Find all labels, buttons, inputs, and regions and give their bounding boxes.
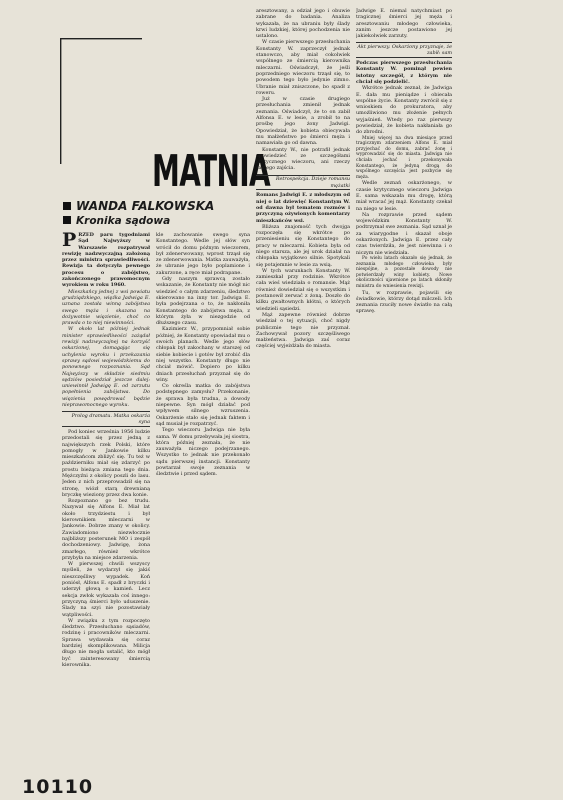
- body-paragraph: Tu, w rozprawie, pojawili się świadkowie, którzy dotąd milczeli. Ich zeznania rzuciły nowe światło na całą sprawę.: [356, 289, 452, 315]
- body-paragraph: Na rozprawie przed sądem wojewódzkim Konstanty W. podtrzymał swe zeznania. Sąd uznał je za wiarygodne i skazał oboje oskarżonych. Jadwiga E. przez cały czas twierdziła, że jest niewinna i o niczym nie wiedziała.: [356, 211, 452, 256]
- intro-paragraph: Mieszkańcy jednej z wsi powiatu grudziądzkiego, więźka Jadwiga E. uznana została winną zabójstwa swego męża i skazana na dożywotnie więzienie, choć co prawda o to niej niewinności.: [62, 288, 150, 327]
- subheading-prolog: Prolog dramatu. Matka oskarża syna: [62, 411, 150, 427]
- page-number: 10110: [22, 776, 94, 798]
- column-1: [62, 232, 150, 762]
- intro-paragraph-2: W około lat później jednak minister sprawiedliwości zażądał rewizji nadzwyczajnej na korzyść oskarżonej, domagając się uchylenia wyroku i przekazania sprawy sądowi wojewódzkiemu do ponownego rozpoznania. Sąd Najwyższy w składzie siedmiu sędziów posiedział jeszcze dalej: uniewinnił Jadwigę E. od zarzutu popełnienia zabójstwa. Do więzienia powędrować będzie nieprawomocnego wyroku.: [62, 326, 150, 409]
- body-paragraph: W czasie pierwszego przesłuchania Konstanty W. zaprzeczył jednak stanowczo, aby miał cokolwiek wspólnego ze śmiercią kierownika mleczarni. Oświadczył, że jeśli poprzedniego wieczoru trząsł się, to powodem tego było jedynie zimno. Ubranie miał zniszczone, bo spadł z roweru.: [256, 39, 350, 96]
- bold-paragraph: Podczas pierwszego przesłuchania Konstanty W. pominął pewien istotny szczegół, z którym nie chciał się podzielić.: [356, 60, 452, 85]
- section-name: Kronika sądowa: [76, 215, 171, 227]
- body-paragraph: kle zachowanie swego syna Konstantego. Wedle jej słów syn wrócił do domu późnym wieczorem, był zdenerwowany, wprost trząsł się ze zdenerwowania. Matka zauważyła, że ubranie jego było poplamione i zakurzone, a ręce miał podrapane.: [156, 232, 250, 276]
- section-label: [63, 215, 170, 227]
- body-paragraph: W pierwszej chwili wszyscy myśleli, że wydarzył się jakiś nieszczęśliwy wypadek. Koń poniósł, Alfons E. spadł z bryczki i uderzył głową o kamień. Lecz sekcja zwłok wykazała coś innego: przyczyną śmierci było uduszenie. Ślady na szyi nie pozostawiały wątpliwości.: [62, 561, 150, 618]
- subheading-akt-pierwszy: Akt pierwszy. Oskarżony przyznaje, że zabił: sam: [357, 43, 452, 57]
- body-paragraph: Co określa matka do zabójstwa podstępnego zamysłu? Przekonanie, że sprawa była trudna, a dowody niepewne. Syn mógł działać pod wpływem silnego wzruszenia. Oskarżenie stało się jednak faktem i sąd musiał je rozpatrzyć.: [156, 383, 250, 427]
- small-paragraph: Mniej więcej na dwa miesiące przed tragicznym zdarzeniem Alfons E. miał przyjechać do domu, zabrać żonę i wyprowadzić się do miasta. Jadwiga nie chciała jechać i przekonywała Konstantego, że jedyną drogą do wspólnego szczęścia jest pozbycie się męża.: [356, 135, 452, 180]
- body-paragraph: Wkrótce jednak zeznał, że Jadwiga E. dała mu pieniądze i obiecała wspólne życie. Konstanty zwrócił się z wnioskiem do prokuratora, aby umożliwiono mu złożenie pełnych wyjaśnień. Wtedy po raz pierwszy powiedział, że kobieta nakłaniała go do zbrodni.: [356, 85, 452, 136]
- lead-text: RZED paru tygodniami Sąd Najwyższy w Warszawie rozpatrywał rewizję nadzwyczajną założoną przez ministra sprawiedliwości. Rewizja ta dotyczyła pewnego procesu o zabójstwo, zakończonego prawomocnym wyrokiem w roku 1960.: [62, 232, 150, 289]
- author-byline: [63, 199, 214, 213]
- square-bullet-icon: [63, 202, 71, 210]
- page-title-text: MATNIA: [152, 150, 271, 190]
- small-paragraph: Po wielu latach okazało się jednak, że zeznania młodego człowieka były niespójne, a pozostałe dowody nie potwierdzały winy kobiety. Nowe okoliczności ujawnione po latach skłoniły ministra do wniesienia rewizji.: [356, 255, 452, 289]
- body-paragraph: Konstanty W., nie potrafił jednak opowiedzieć ze szczegółami krytycznego wieczoru, ani rzeczy samego zajścia.: [256, 146, 350, 172]
- column-4: [356, 8, 452, 773]
- author-name: WANDA FALKOWSKA: [76, 199, 215, 213]
- body-paragraph: W związku z tym rozpoczęto śledztwo. Przesłuchano sąsiadów, rodzinę i pracowników mleczarni. Sprawa wydawała się coraz bardziej skomplikowana. Milicja długo nie mogła ustalić, kto mógł być zainteresowany śmiercią kierownika.: [62, 617, 150, 668]
- lead-paragraph: [62, 232, 150, 289]
- body-paragraph: Kazimierz W., przypomniał sobie później, że Konstanty opowiadał mu o swoich planach. Wedle jego słów chłopak był zakochany w starszej od siebie kobiecie i gotów był zrobić dla niej wszystko. Konstanty długo nie chciał mówić. Dopiero po kilku dniach przesłuchań przyznał się do winy.: [156, 326, 250, 383]
- page-title: [152, 150, 272, 190]
- bold-paragraph: Romans Jadwigi E. z młodszym od niej o lat dziewięć Konstantym W. od dawna był tematem rozmów i przyczyną ożywionych komentarzy mieszkańców wsi.: [256, 192, 350, 224]
- drop-cap: P: [62, 232, 77, 251]
- body-paragraph: Wedle zeznań oskarżonego, w czasie krytycznego wieczoru Jadwiga E. sama wskazała mu drogę, którą miał wracać jej mąż. Konstanty czekał na niego w lesie.: [356, 180, 452, 212]
- body-paragraph: Mąż zapewne również dobrze wiedział o tej sytuacji, choć nigdy publicznie tego nie przyznał. Zachowywał pozory szczęśliwego małżeństwa. Jadwiga zaś coraz częściej wyjeżdżała do miasta.: [256, 311, 350, 350]
- body-paragraph: Gdy naszym sprawcą zostało wskazanie, że Konstanty nie mógł nic wiedzieć o całym zdarzeniu, śledztwo skierowano na inny tor. Jadwiga E. była podejrzana o to, że nakłoniła Konstantego do zabójstwa męża, z którym żyła w niezgodzie od dłuższego czasu.: [156, 276, 250, 327]
- column-2: [156, 232, 250, 762]
- body-paragraph: Tego wieczoru Jadwiga nie była sama. W domu przebywała jej siostra, która później zeznała, że nie zauważyła niczego podejrzanego. Wszystko to jednak nie przekonało sądu pierwszej instancji. Konstanty powtarzał swoje zeznania w śledztwie i przed sądem.: [156, 427, 250, 478]
- body-paragraph: aresztowany, a odział jego i obuwie zabrane do badania. Analiza wykazała, że na ubraniu były ślady krwi ludzkiej, której pochodzenia nie ustalono.: [256, 8, 350, 40]
- body-paragraph: W tych warunkach Konstanty W. zamieszkał przy rodzinie. Wkrótce cała wieś wiedziała o romansie. Mąż również dowiedział się o wszystkim i postanowił zerwać z żoną. Doszło do kilku gwałtownych kłótni, o których wiedzieli sąsiedzi.: [256, 267, 350, 312]
- subheading-retrospekcja: Retrospekcja. Dzieje romansu mężatki: [256, 175, 350, 191]
- body-paragraph: Rozpoznano go bez trudu. Nazywał się Alfons E. Miał lat około trzydziestu i był kierownikiem mleczarni w Jankowie. Dobrze znany w okolicy. Zawiadomiono niezwłocznie najbliższy posterunek MO i zespół dochodzeniowy. Jadwigę, żona zmarłego, również wkrótce przybyła na miejsce zdarzenia.: [62, 498, 150, 561]
- square-bullet-icon: [63, 216, 71, 224]
- body-paragraph: Jadwige E. niemal natychmiast po tragicznej śmierci jej męża i aresztowaniu młodego człowieka, zanim jeszcze postawiono jej jakiekolwiek zarzuty.: [356, 8, 452, 40]
- body-paragraph: Już w czasie drugiego przesłuchania zmienił jednak zeznania. Oświadczył, że to on zabił Alfonsa E. w lesie, a zrobił to na prośbę jego żony Jadwigi. Opowiedział, że kobieta obiecywała mu małżeństwo po śmierci męża i namawiała go od dawna.: [256, 96, 350, 147]
- column-3: [256, 8, 350, 773]
- body-paragraph: Pod koniec września 1956 ludzie przedostali się przez jedną z największych rzek Polski, które pomogły w Jankowie kilku mieszkańcom zbliżyć się. Tu też w październiku miał się zdarzyć po prostu bieżąca zmiana tego dnia. Mężczyźni z okolicy poszli do lasu. Jeden z nich przeprowadził się na stronę, wiózł starą drewnianą bryczkę wieziony przez dwa konie.: [62, 428, 150, 498]
- body-paragraph: Bliższa znajomość tych dwojga rozpoczęła się wkrótce po przeniesieniu się Konstantego do pracy w mleczarni. Kobieta była od niego starsza, ale jej urok działał na chłopaka wyjątkowo silnie. Spotykali się potajemnie w lesie za wsią.: [256, 223, 350, 268]
